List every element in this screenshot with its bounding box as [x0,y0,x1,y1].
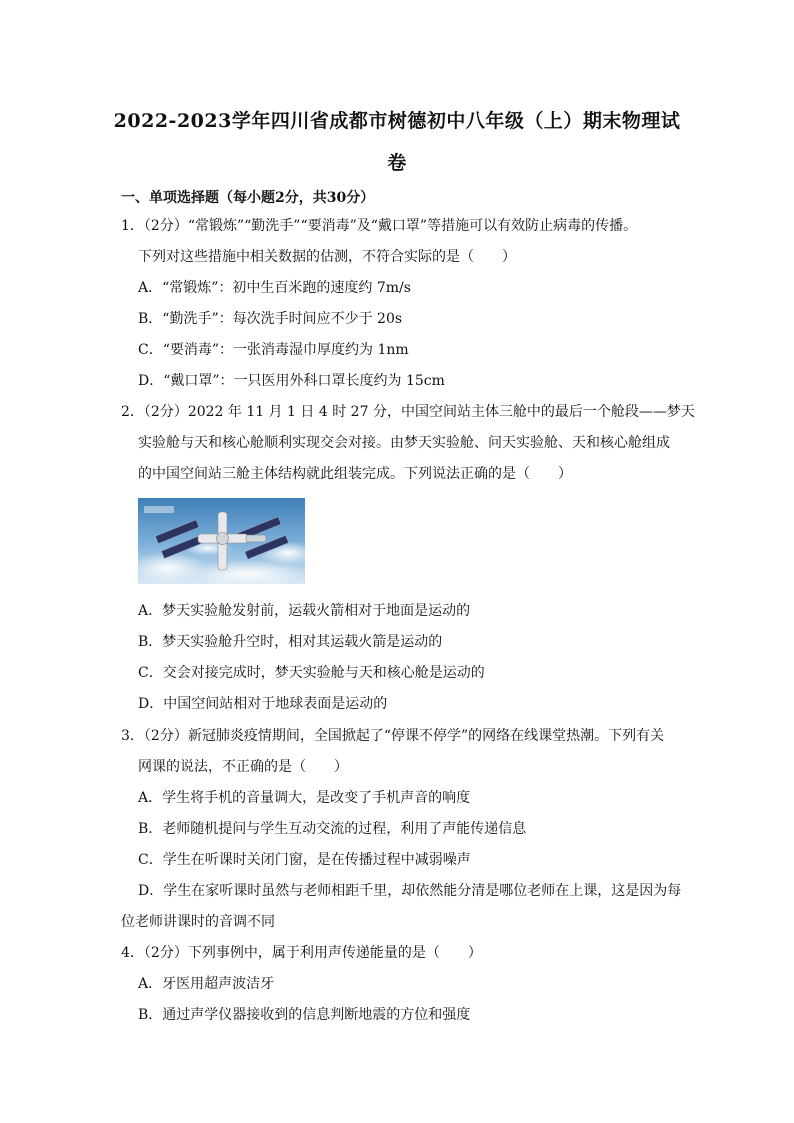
q4-option-b: B．通过声学仪器接收到的信息判断地震的方位和强度 [138,1007,471,1023]
q1-option-b: B．“勤洗手”：每次洗手时间应不少于 20s [138,311,403,327]
exam-title-line-2: 卷 [387,152,407,174]
q2-option-c: C．交会对接完成时，梦天实验舱与天和核心舱是运动的 [138,665,485,681]
q4-option-a: A．牙医用超声波洁牙 [138,976,275,992]
space-station-photo [138,498,305,584]
q2-option-a: A．梦天实验舱发射前，运载火箭相对于地面是运动的 [138,603,471,619]
q2-option-b: B．梦天实验舱升空时，相对其运载火箭是运动的 [138,634,443,650]
q3-option-d-line-1: D．学生在家听课时虽然与老师相距千里，却依然能分清是哪位老师在上课，这是因为每 [138,883,682,899]
q1-option-a: A．“常锻炼”：初中生百米跑的速度约 7m/s [138,280,411,296]
q1-stem-line-1: 1．（2分）“常锻炼”“勤洗手”“要消毒”及“戴口罩”等措施可以有效防止病毒的传播。 [121,218,638,234]
q3-option-c: C．学生在听课时关闭门窗，是在传播过程中减弱噪声 [138,852,471,868]
exam-title-line-1: 2022-2023学年四川省成都市树德初中八年级（上）期末物理试 [113,110,681,132]
q2-stem-line-1: 2．（2分）2022 年 11 月 1 日 4 时 27 分，中国空间站主体三舱中的最后一个舱段——梦天 [121,404,695,420]
q2-stem-line-3: 的中国空间站三舱主体结构就此组装完成。下列说法正确的是（ ） [138,466,572,482]
q1-stem-line-2: 下列对这些措施中相关数据的估测，不符合实际的是（ ） [138,249,516,265]
q4-stem: 4．（2分）下列事例中，属于利用声传递能量的是（ ） [121,945,482,961]
q3-stem-line-1: 3．（2分）新冠肺炎疫情期间，全国掀起了“停课不停学”的网络在线课堂热潮。下列有关 [121,728,665,744]
section-heading: 一、单项选择题（每小题2分，共30分） [121,190,375,206]
q3-option-a: A．学生将手机的音量调大，是改变了手机声音的响度 [138,790,471,806]
q3-option-d-line-2: 位老师讲课时的音调不同 [121,914,275,930]
q3-option-b: B．老师随机提问与学生互动交流的过程，利用了声能传递信息 [138,821,527,837]
q1-option-d: D．“戴口罩”：一只医用外科口罩长度约为 15cm [138,373,445,389]
q2-option-d: D．中国空间站相对于地球表面是运动的 [138,696,388,712]
q1-option-c: C．“要消毒”：一张消毒湿巾厚度约为 1nm [138,342,409,358]
q3-stem-line-2: 网课的说法，不正确的是（ ） [138,759,348,775]
q2-stem-line-2: 实验舱与天和核心舱顺利实现交会对接。由梦天实验舱、问天实验舱、天和核心舱组成 [138,435,670,451]
